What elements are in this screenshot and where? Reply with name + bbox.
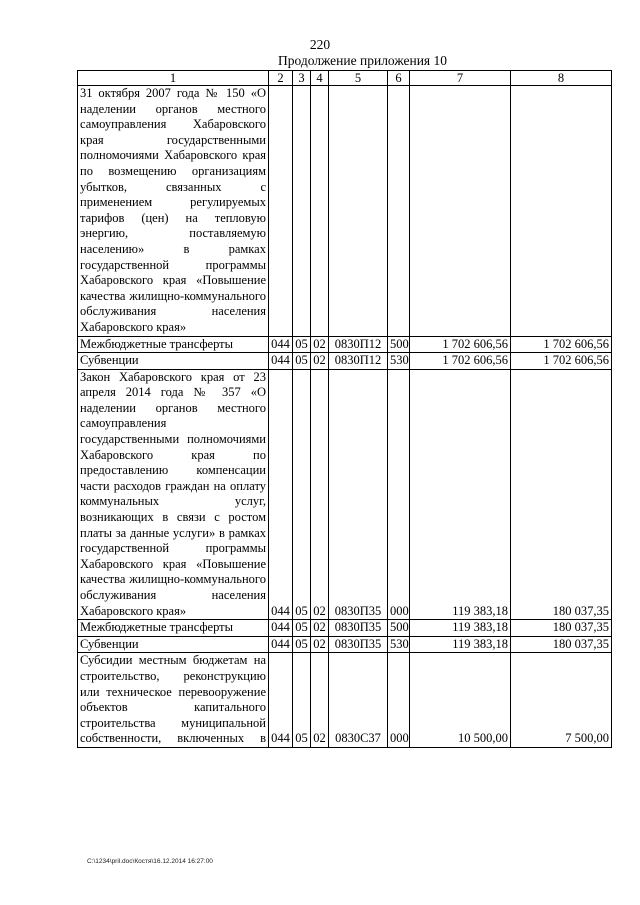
row-description: Субвенции bbox=[78, 353, 269, 370]
column-header: 2 bbox=[269, 71, 293, 86]
column-header: 8 bbox=[511, 71, 612, 86]
cell-subsection: 02 bbox=[311, 653, 329, 748]
column-header: 7 bbox=[410, 71, 511, 86]
row-description: Закон Хабаровского края от 23 апреля 2014 года № 357 «О наделении органов местного самоуправления государственными полномочиями Хабаровского края по предоставлению компенсации части расходов граждан на оплату коммунальных услуг, возникающих в связи с ростом платы за данные услуги» в рамках государственной программы Хабаровского края «Повышение качества жилищно-коммунального обслуживания населения Хабаровского края» bbox=[78, 369, 269, 620]
cell-target-article: 0830С37 bbox=[329, 653, 388, 748]
cell-section: 05 bbox=[293, 653, 311, 748]
cell-code: 044 bbox=[269, 653, 293, 748]
header-row bbox=[78, 71, 612, 86]
cell-target-article: 0830П35 bbox=[329, 620, 388, 637]
cell-section: 05 bbox=[293, 353, 311, 370]
cell-section: 05 bbox=[293, 636, 311, 653]
cell-amount-2016: 180 037,35 bbox=[511, 369, 612, 620]
row-description: Субвенции bbox=[78, 636, 269, 653]
cell-subsection: 02 bbox=[311, 336, 329, 353]
cell-amount-2016: 7 500,00 bbox=[511, 653, 612, 748]
cell-code: 044 bbox=[269, 336, 293, 353]
cell-code bbox=[269, 86, 293, 337]
cell-section: 05 bbox=[293, 369, 311, 620]
column-header: 1 bbox=[78, 71, 269, 86]
cell-target-article: 0830П12 bbox=[329, 353, 388, 370]
cell-amount-2015: 10 500,00 bbox=[410, 653, 511, 748]
cell-amount-2016: 1 702 606,56 bbox=[511, 336, 612, 353]
cell-code: 044 bbox=[269, 369, 293, 620]
cell-expense-type: 000 bbox=[388, 369, 410, 620]
table-row bbox=[78, 336, 612, 353]
cell-section: 05 bbox=[293, 620, 311, 637]
row-description: 31 октября 2007 года № 150 «О наделении органов местного самоуправления Хабаровского края государственными полномочиями Хабаровского края по возмещению организациям убытков, связанных с применением регулируемых тарифов (цен) на тепловую энергию, поставляемую населению» в рамках государственной программы Хабаровского края «Повышение качества жилищно-коммунального обслуживания населения Хабаровского края» bbox=[78, 86, 269, 337]
cell-amount-2016: 180 037,35 bbox=[511, 620, 612, 637]
appendix-caption: Продолжение приложения 10 bbox=[278, 53, 448, 68]
table-row bbox=[78, 369, 612, 620]
cell-target-article: 0830П35 bbox=[329, 369, 388, 620]
table-row bbox=[78, 86, 612, 337]
column-header: 3 bbox=[293, 71, 311, 86]
cell-subsection: 02 bbox=[311, 353, 329, 370]
cell-amount-2016: 1 702 606,56 bbox=[511, 353, 612, 370]
cell-code: 044 bbox=[269, 620, 293, 637]
cell-subsection bbox=[311, 86, 329, 337]
table-row bbox=[78, 620, 612, 637]
budget-table bbox=[77, 70, 612, 748]
cell-section: 05 bbox=[293, 336, 311, 353]
cell-amount-2015: 119 383,18 bbox=[410, 369, 511, 620]
cell-section bbox=[293, 86, 311, 337]
cell-amount-2015: 1 702 606,56 bbox=[410, 353, 511, 370]
page-number: 220 bbox=[309, 37, 331, 52]
cell-expense-type: 530 bbox=[388, 636, 410, 653]
cell-amount-2015: 1 702 606,56 bbox=[410, 336, 511, 353]
file-path-footer: C:\1234\pril.doc\Костя\16.12.2014 16:27:00 bbox=[87, 858, 213, 865]
cell-target-article: 0830П12 bbox=[329, 336, 388, 353]
table-row bbox=[78, 353, 612, 370]
column-header: 5 bbox=[329, 71, 388, 86]
cell-subsection: 02 bbox=[311, 369, 329, 620]
table-row bbox=[78, 653, 612, 748]
column-header: 4 bbox=[311, 71, 329, 86]
cell-amount-2015 bbox=[410, 86, 511, 337]
cell-amount-2016: 180 037,35 bbox=[511, 636, 612, 653]
row-description: Межбюджетные трансферты bbox=[78, 336, 269, 353]
cell-subsection: 02 bbox=[311, 620, 329, 637]
cell-amount-2015: 119 383,18 bbox=[410, 636, 511, 653]
cell-amount-2016 bbox=[511, 86, 612, 337]
cell-expense-type: 500 bbox=[388, 620, 410, 637]
cell-expense-type: 500 bbox=[388, 336, 410, 353]
cell-code: 044 bbox=[269, 636, 293, 653]
cell-expense-type: 530 bbox=[388, 353, 410, 370]
cell-target-article bbox=[329, 86, 388, 337]
cell-expense-type: 000 bbox=[388, 653, 410, 748]
cell-amount-2015: 119 383,18 bbox=[410, 620, 511, 637]
cell-code: 044 bbox=[269, 353, 293, 370]
row-description: Субсидии местным бюджетам на строительство, реконструкцию или техническое перевооружение объектов капитального строительства муниципальной собственности, включенных в bbox=[78, 653, 269, 748]
row-description: Межбюджетные трансферты bbox=[78, 620, 269, 637]
cell-expense-type bbox=[388, 86, 410, 337]
column-header: 6 bbox=[388, 71, 410, 86]
cell-subsection: 02 bbox=[311, 636, 329, 653]
table-row bbox=[78, 636, 612, 653]
cell-target-article: 0830П35 bbox=[329, 636, 388, 653]
